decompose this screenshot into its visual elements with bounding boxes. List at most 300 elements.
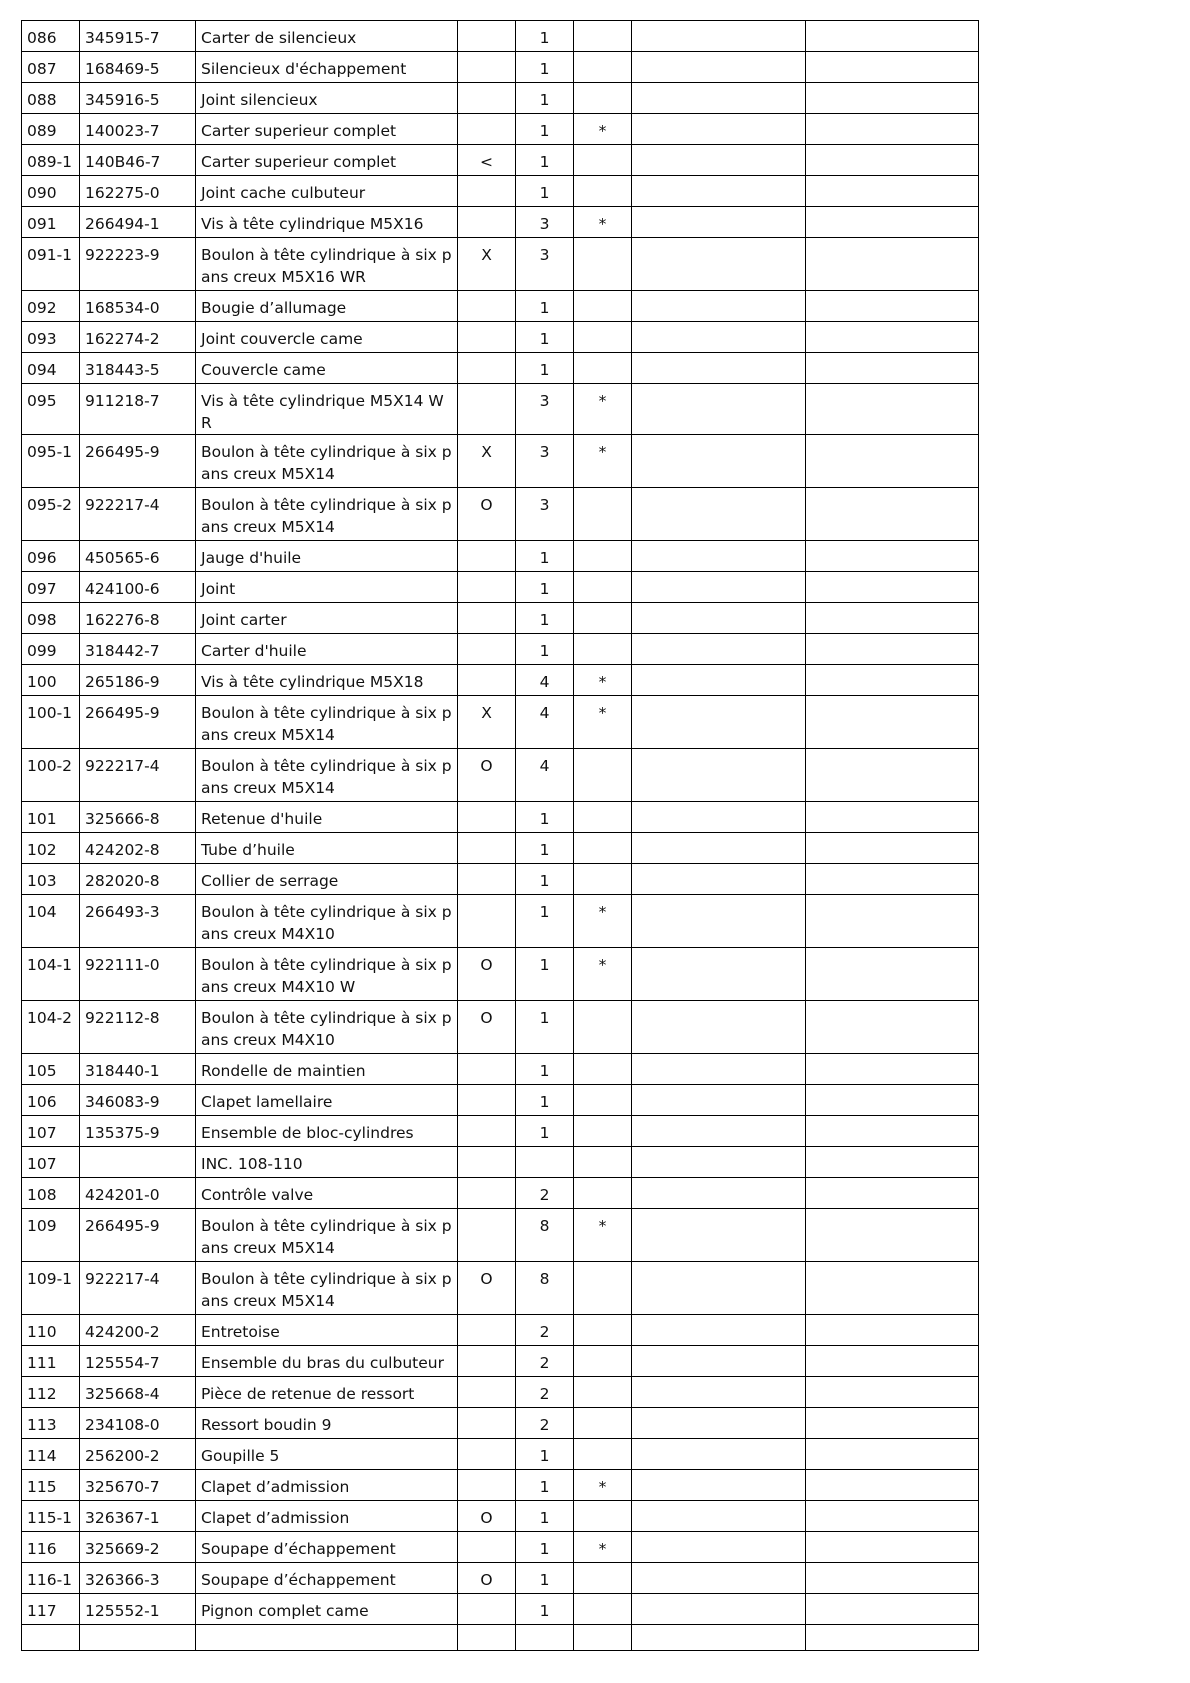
- part-number-text: 266493-3: [85, 903, 160, 921]
- item-number-text: 103: [27, 872, 57, 890]
- part-number-text: 345915-7: [85, 29, 160, 47]
- asterisk-mark-cell: [574, 1377, 632, 1408]
- description-text: Boulon à tête cylindrique à six pans creux M5X14: [201, 1270, 452, 1310]
- description-cell: [196, 802, 458, 833]
- reference-mark-cell: [458, 749, 516, 802]
- reference-mark-text: [463, 176, 510, 182]
- description-cell: [196, 488, 458, 541]
- reference-mark-cell: [458, 864, 516, 895]
- blank-cell: [632, 384, 806, 435]
- reference-mark-text: X: [481, 704, 492, 722]
- part-number-text: 345916-5: [85, 91, 160, 109]
- part-number-text: 266495-9: [85, 443, 160, 461]
- part-number-text: 125552-1: [85, 1602, 160, 1620]
- quantity-text: 1: [539, 330, 550, 348]
- description-text: Contrôle valve: [201, 1186, 314, 1204]
- table-row: [22, 833, 979, 864]
- blank-cell: [806, 114, 979, 145]
- quantity-cell: [516, 52, 574, 83]
- blank-cell: [806, 1408, 979, 1439]
- reference-mark-cell: [458, 1470, 516, 1501]
- table-row: [22, 384, 979, 435]
- part-number-cell: [80, 207, 196, 238]
- item-number-cell: [22, 1116, 80, 1147]
- description-cell: [196, 1315, 458, 1346]
- part-number-cell: [80, 145, 196, 176]
- quantity-text: 3: [539, 443, 550, 461]
- asterisk-mark-text: [579, 1315, 626, 1321]
- blank-cell: [632, 207, 806, 238]
- table-row: [22, 1625, 979, 1651]
- table-row: [22, 1315, 979, 1346]
- blank-cell: [632, 1346, 806, 1377]
- table-row: [22, 1470, 979, 1501]
- part-number-cell: [80, 749, 196, 802]
- blank-cell: [632, 21, 806, 52]
- description-text: Boulon à tête cylindrique à six pans creux M5X14: [201, 496, 452, 536]
- part-number-cell: [80, 21, 196, 52]
- asterisk-mark-cell: [574, 114, 632, 145]
- blank-cell: [632, 802, 806, 833]
- quantity-text: 1: [539, 642, 550, 660]
- blank-cell: [632, 176, 806, 207]
- quantity-cell: [516, 238, 574, 291]
- quantity-cell: [516, 948, 574, 1001]
- quantity-text: 4: [539, 757, 550, 775]
- quantity-text: 1: [539, 1509, 550, 1527]
- part-number-cell: [80, 1001, 196, 1054]
- blank-cell: [806, 864, 979, 895]
- blank-cell: [632, 948, 806, 1001]
- table-row: [22, 802, 979, 833]
- part-number-text: 318440-1: [85, 1062, 160, 1080]
- description-cell: [196, 1147, 458, 1178]
- description-cell: [196, 114, 458, 145]
- item-number-cell: [22, 291, 80, 322]
- part-number-cell: [80, 1147, 196, 1178]
- part-number-cell: [80, 864, 196, 895]
- item-number-cell: [22, 384, 80, 435]
- reference-mark-text: O: [480, 1270, 493, 1288]
- reference-mark-text: O: [480, 1571, 493, 1589]
- description-text: Joint carter: [201, 611, 287, 629]
- quantity-cell: [516, 1178, 574, 1209]
- quantity-cell: [516, 1209, 574, 1262]
- quantity-cell: [516, 541, 574, 572]
- asterisk-mark-text: [579, 1501, 626, 1507]
- quantity-cell: [516, 1408, 574, 1439]
- description-cell: [196, 1085, 458, 1116]
- quantity-text: 1: [539, 91, 550, 109]
- description-text: Collier de serrage: [201, 872, 339, 890]
- quantity-cell: [516, 1054, 574, 1085]
- description-text: Boulon à tête cylindrique à six pans creux M4X10 W: [201, 956, 452, 996]
- item-number-cell: [22, 145, 80, 176]
- quantity-text: 2: [539, 1416, 550, 1434]
- quantity-cell: [516, 488, 574, 541]
- asterisk-mark-cell: [574, 1408, 632, 1439]
- blank-cell: [806, 1209, 979, 1262]
- blank-cell: [632, 1563, 806, 1594]
- description-cell: [196, 435, 458, 488]
- asterisk-mark-cell: [574, 1439, 632, 1470]
- reference-mark-text: [463, 833, 510, 839]
- part-number-cell: [80, 1178, 196, 1209]
- table-row: [22, 1346, 979, 1377]
- quantity-cell: [516, 1439, 574, 1470]
- item-number-text: 104: [27, 903, 57, 921]
- quantity-cell: [516, 1377, 574, 1408]
- asterisk-mark-text: [579, 353, 626, 359]
- blank-cell: [806, 603, 979, 634]
- blank-cell: [806, 634, 979, 665]
- part-number-text: 162276-8: [85, 611, 160, 629]
- table-row: [22, 749, 979, 802]
- description-cell: [196, 1532, 458, 1563]
- part-number-text: 140023-7: [85, 122, 160, 140]
- asterisk-mark-cell: [574, 572, 632, 603]
- item-number-text: 097: [27, 580, 57, 598]
- item-number-cell: [22, 1001, 80, 1054]
- quantity-cell: [516, 895, 574, 948]
- reference-mark-text: [463, 603, 510, 609]
- blank-cell: [806, 291, 979, 322]
- part-number-text: 326366-3: [85, 1571, 160, 1589]
- description-text: Goupille 5: [201, 1447, 280, 1465]
- asterisk-mark-cell: [574, 1262, 632, 1315]
- item-number-text: 116: [27, 1540, 57, 1558]
- quantity-cell: [516, 384, 574, 435]
- part-number-text: 922223-9: [85, 246, 160, 264]
- asterisk-mark-text: [579, 1085, 626, 1091]
- item-number-cell: [22, 1408, 80, 1439]
- asterisk-mark-text: *: [598, 122, 607, 140]
- quantity-cell: [516, 1262, 574, 1315]
- table-row: [22, 1001, 979, 1054]
- asterisk-mark-cell: [574, 541, 632, 572]
- asterisk-mark-cell: [574, 207, 632, 238]
- blank-cell: [806, 1001, 979, 1054]
- asterisk-mark-cell: [574, 665, 632, 696]
- quantity-cell: [516, 145, 574, 176]
- quantity-text: 1: [539, 153, 550, 171]
- asterisk-mark-cell: [574, 1085, 632, 1116]
- part-number-text: 325668-4: [85, 1385, 160, 1403]
- reference-mark-text: [463, 207, 510, 213]
- asterisk-mark-text: [579, 145, 626, 151]
- blank-cell: [632, 634, 806, 665]
- table-row: [22, 1209, 979, 1262]
- blank-cell: [806, 1594, 979, 1625]
- item-number-text: 107: [27, 1155, 57, 1173]
- item-number-text: 092: [27, 299, 57, 317]
- table-row: [22, 1262, 979, 1315]
- item-number-cell: [22, 1377, 80, 1408]
- table-row: [22, 572, 979, 603]
- blank-cell: [632, 291, 806, 322]
- description-text: Joint couvercle came: [201, 330, 363, 348]
- table-row: [22, 1377, 979, 1408]
- reference-mark-text: O: [480, 956, 493, 974]
- reference-mark-cell: [458, 114, 516, 145]
- reference-mark-text: O: [480, 1009, 493, 1027]
- description-cell: [196, 749, 458, 802]
- description-cell: [196, 1178, 458, 1209]
- asterisk-mark-text: [579, 634, 626, 640]
- blank-cell: [632, 1262, 806, 1315]
- asterisk-mark-text: [579, 176, 626, 182]
- asterisk-mark-text: [579, 572, 626, 578]
- part-number-cell: [80, 52, 196, 83]
- blank-cell: [806, 353, 979, 384]
- item-number-text: 095-1: [27, 443, 73, 461]
- table-row: [22, 207, 979, 238]
- description-text: Jauge d'huile: [201, 549, 302, 567]
- description-cell: [196, 541, 458, 572]
- quantity-cell: [516, 291, 574, 322]
- table-row: [22, 1501, 979, 1532]
- description-cell: [196, 1377, 458, 1408]
- item-number-cell: [22, 1209, 80, 1262]
- blank-cell: [806, 572, 979, 603]
- quantity-cell: [516, 83, 574, 114]
- asterisk-mark-text: *: [598, 704, 607, 722]
- asterisk-mark-text: [579, 1408, 626, 1414]
- quantity-cell: [516, 634, 574, 665]
- asterisk-mark-cell: [574, 145, 632, 176]
- blank-cell: [806, 145, 979, 176]
- reference-mark-cell: [458, 1178, 516, 1209]
- reference-mark-text: [463, 322, 510, 328]
- asterisk-mark-text: [579, 1346, 626, 1352]
- table-row: [22, 1054, 979, 1085]
- part-number-cell: [80, 634, 196, 665]
- description-text: Clapet lamellaire: [201, 1093, 333, 1111]
- description-text: Ensemble de bloc-cylindres: [201, 1124, 414, 1142]
- blank-cell: [806, 1054, 979, 1085]
- quantity-text: 3: [539, 392, 550, 410]
- reference-mark-cell: [458, 802, 516, 833]
- reference-mark-text: [463, 1054, 510, 1060]
- table-row: [22, 291, 979, 322]
- reference-mark-cell: [458, 145, 516, 176]
- blank-cell: [806, 541, 979, 572]
- asterisk-mark-cell: [574, 1563, 632, 1594]
- blank-cell: [632, 665, 806, 696]
- quantity-cell: [516, 603, 574, 634]
- item-number-cell: [22, 322, 80, 353]
- part-number-text: 318442-7: [85, 642, 160, 660]
- blank-cell: [806, 1470, 979, 1501]
- reference-mark-text: O: [480, 496, 493, 514]
- asterisk-mark-text: [579, 833, 626, 839]
- quantity-text: 3: [539, 496, 550, 514]
- blank-cell: [632, 833, 806, 864]
- item-number-cell: [22, 207, 80, 238]
- table-row: [22, 1563, 979, 1594]
- reference-mark-text: [463, 802, 510, 808]
- reference-mark-text: [463, 1346, 510, 1352]
- reference-mark-text: [463, 1377, 510, 1383]
- part-number-text: 424200-2: [85, 1323, 160, 1341]
- part-number-text: 922112-8: [85, 1009, 160, 1027]
- table-row: [22, 83, 979, 114]
- item-number-text: 088: [27, 91, 57, 109]
- item-number-cell: [22, 1439, 80, 1470]
- asterisk-mark-cell: [574, 1470, 632, 1501]
- item-number-cell: [22, 1532, 80, 1563]
- part-number-text: 282020-8: [85, 872, 160, 890]
- quantity-text: 3: [539, 215, 550, 233]
- blank-cell: [806, 802, 979, 833]
- table-row: [22, 895, 979, 948]
- item-number-cell: [22, 1346, 80, 1377]
- part-number-text: 162275-0: [85, 184, 160, 202]
- asterisk-mark-text: [579, 864, 626, 870]
- part-number-text: 450565-6: [85, 549, 160, 567]
- asterisk-mark-text: [579, 1563, 626, 1569]
- table-row: [22, 114, 979, 145]
- quantity-text: 1: [539, 1124, 550, 1142]
- quantity-cell: [516, 864, 574, 895]
- reference-mark-text: [463, 1315, 510, 1321]
- asterisk-mark-cell: [574, 1346, 632, 1377]
- blank-cell: [806, 833, 979, 864]
- quantity-cell: [516, 1147, 574, 1178]
- description-cell: [196, 52, 458, 83]
- description-cell: [196, 833, 458, 864]
- reference-mark-text: [463, 1532, 510, 1538]
- item-number-cell: [22, 1594, 80, 1625]
- item-number-cell: [22, 1315, 80, 1346]
- reference-mark-text: [463, 353, 510, 359]
- item-number-text: 093: [27, 330, 57, 348]
- part-number-cell: [80, 1439, 196, 1470]
- part-number-cell: [80, 1054, 196, 1085]
- blank-cell: [806, 435, 979, 488]
- quantity-cell: [516, 665, 574, 696]
- asterisk-mark-cell: [574, 634, 632, 665]
- description-text: Boulon à tête cylindrique à six pans creux M4X10: [201, 1009, 452, 1049]
- description-cell: [196, 1501, 458, 1532]
- item-number-text: 106: [27, 1093, 57, 1111]
- part-number-text: 922111-0: [85, 956, 160, 974]
- blank-cell: [632, 895, 806, 948]
- quantity-text: [521, 1147, 568, 1153]
- asterisk-mark-cell: [574, 1178, 632, 1209]
- reference-mark-text: [463, 1470, 510, 1476]
- item-number-cell: [22, 802, 80, 833]
- table-row: [22, 634, 979, 665]
- item-number-cell: [22, 696, 80, 749]
- blank-cell: [806, 488, 979, 541]
- asterisk-mark-cell: [574, 176, 632, 207]
- blank-cell: [632, 1116, 806, 1147]
- item-number-cell: [22, 895, 80, 948]
- blank-cell: [806, 1532, 979, 1563]
- blank-cell: [806, 1116, 979, 1147]
- part-number-text: 922217-4: [85, 757, 160, 775]
- blank-cell: [632, 1085, 806, 1116]
- item-number-text: 113: [27, 1416, 57, 1434]
- quantity-cell: [516, 802, 574, 833]
- asterisk-mark-cell: [574, 1625, 632, 1651]
- reference-mark-cell: [458, 21, 516, 52]
- reference-mark-text: [463, 634, 510, 640]
- item-number-cell: [22, 1262, 80, 1315]
- table-row: [22, 21, 979, 52]
- reference-mark-cell: [458, 1594, 516, 1625]
- quantity-text: 3: [539, 246, 550, 264]
- quantity-text: 1: [539, 1602, 550, 1620]
- blank-cell: [806, 1178, 979, 1209]
- blank-cell: [632, 114, 806, 145]
- table-row: [22, 435, 979, 488]
- quantity-cell: [516, 1563, 574, 1594]
- quantity-cell: [516, 1625, 574, 1651]
- item-number-text: 102: [27, 841, 57, 859]
- description-cell: [196, 1439, 458, 1470]
- part-number-text: 266495-9: [85, 704, 160, 722]
- asterisk-mark-text: [579, 1001, 626, 1007]
- item-number-text: 090: [27, 184, 57, 202]
- asterisk-mark-cell: [574, 1116, 632, 1147]
- blank-cell: [632, 1315, 806, 1346]
- blank-cell: [632, 353, 806, 384]
- quantity-cell: [516, 1346, 574, 1377]
- part-number-cell: [80, 1594, 196, 1625]
- asterisk-mark-text: [579, 291, 626, 297]
- quantity-text: 1: [539, 184, 550, 202]
- blank-cell: [632, 1209, 806, 1262]
- asterisk-mark-cell: [574, 21, 632, 52]
- quantity-cell: [516, 833, 574, 864]
- blank-cell: [806, 895, 979, 948]
- item-number-text: 100-1: [27, 704, 73, 722]
- blank-cell: [632, 1594, 806, 1625]
- reference-mark-cell: [458, 353, 516, 384]
- part-number-cell: [80, 1085, 196, 1116]
- reference-mark-cell: [458, 1346, 516, 1377]
- description-cell: [196, 1625, 458, 1651]
- reference-mark-cell: [458, 1439, 516, 1470]
- description-text: Boulon à tête cylindrique à six pans creux M5X16 WR: [201, 246, 452, 286]
- description-text: Couvercle came: [201, 361, 326, 379]
- blank-cell: [806, 1147, 979, 1178]
- item-number-cell: [22, 21, 80, 52]
- description-cell: [196, 696, 458, 749]
- part-number-cell: [80, 384, 196, 435]
- quantity-text: 2: [539, 1354, 550, 1372]
- asterisk-mark-cell: [574, 1315, 632, 1346]
- blank-cell: [632, 435, 806, 488]
- description-text: Entretoise: [201, 1323, 280, 1341]
- asterisk-mark-cell: [574, 802, 632, 833]
- reference-mark-cell: [458, 1315, 516, 1346]
- asterisk-mark-text: [579, 1262, 626, 1268]
- item-number-text: 091-1: [27, 246, 73, 264]
- item-number-text: 101: [27, 810, 57, 828]
- item-number-cell: [22, 603, 80, 634]
- quantity-text: 1: [539, 1093, 550, 1111]
- description-text: Carter de silencieux: [201, 29, 357, 47]
- table-row: [22, 696, 979, 749]
- part-number-text: 424100-6: [85, 580, 160, 598]
- blank-cell: [632, 1625, 806, 1651]
- part-number-text: 346083-9: [85, 1093, 160, 1111]
- blank-cell: [632, 864, 806, 895]
- quantity-text: 1: [539, 956, 550, 974]
